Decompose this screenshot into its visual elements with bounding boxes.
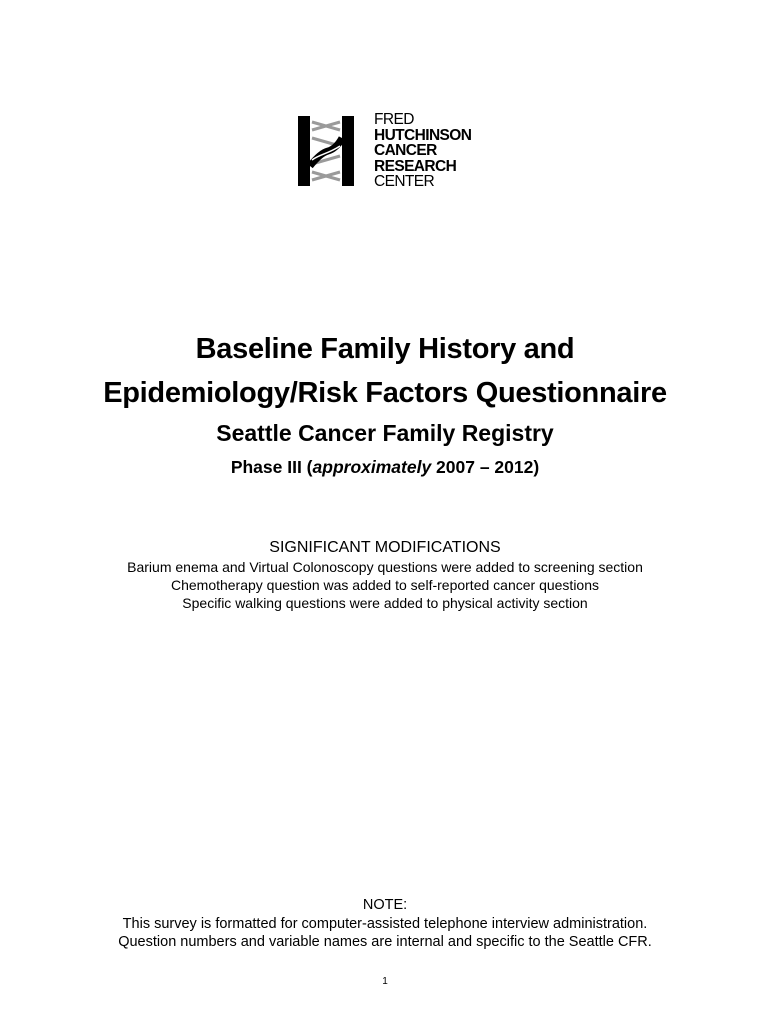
helix-logo-icon: [298, 116, 354, 186]
modification-item: Barium enema and Virtual Colonoscopy questions were added to screening section: [127, 559, 643, 575]
document-title-line-2: Epidemiology/Risk Factors Questionnaire: [103, 377, 667, 409]
logo-line-cancer: CANCER: [374, 142, 437, 159]
note-heading: NOTE:: [362, 897, 408, 913]
modification-item: Specific walking questions were added to physical activity section: [182, 595, 588, 611]
phase-italic: approximately: [312, 457, 432, 477]
phase-suffix: 2007 – 2012): [431, 457, 540, 477]
note-line: Question numbers and variable names are internal and specific to the Seattle CFR.: [118, 934, 652, 950]
registry-subtitle: Seattle Cancer Family Registry: [216, 420, 554, 446]
logo-line-hutchinson: HUTCHINSON: [374, 126, 472, 144]
modifications-heading: SIGNIFICANT MODIFICATIONS: [269, 539, 501, 556]
logo-line-research: RESEARCH: [374, 157, 457, 175]
page-number: 1: [382, 976, 388, 987]
logo-wordmark: [374, 112, 504, 190]
note-line: This survey is formatted for computer-assisted telephone interview administration.: [122, 916, 648, 932]
phase-subtitle: [0, 455, 770, 479]
logo-line-fred: FRED: [374, 111, 414, 128]
logo-line-center: CENTER: [374, 173, 435, 190]
fred-hutchinson-logo: [298, 112, 498, 192]
modification-item: Chemotherapy question was added to self-reported cancer questions: [170, 577, 600, 593]
phase-prefix: Phase III (: [230, 457, 313, 477]
document-title-line-1: Baseline Family History and: [195, 333, 575, 365]
